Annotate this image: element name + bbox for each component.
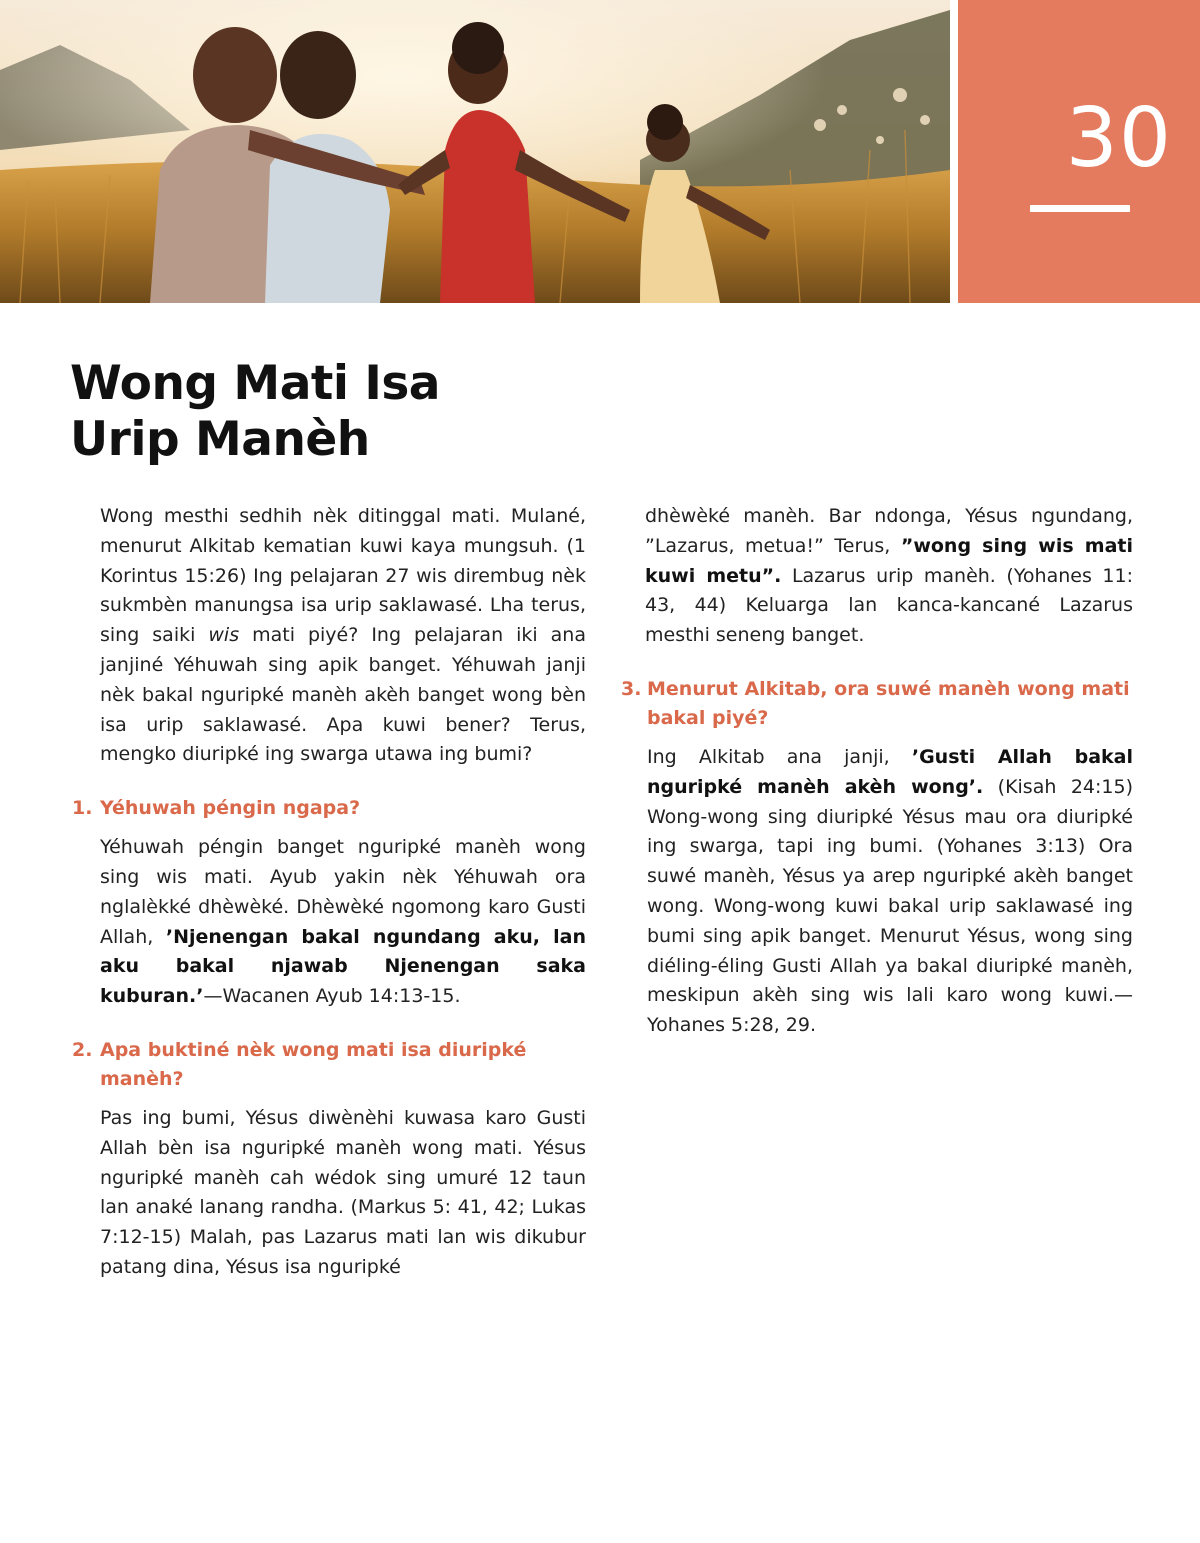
question-2-number: 2. <box>72 1038 93 1061</box>
intro-italic-word: wis <box>208 624 240 647</box>
question-3-bold-quote: ’Gusti Allah bakal nguripké manèh akèh wong’. <box>647 745 1133 798</box>
question-2-text-1: Pas ing bumi, Yésus diwènèhi kuwasa karo Gusti Allah bèn isa nguripké manèh wong mati. Yésus nguripké manèh cah wédok sing umuré 12 taun lan anaké lanang randha. (Markus 5: 41, 42; Lukas 7:12-15) Malah, pas Lazarus mati lan wis dikubur patang dina, Yésus isa nguripké <box>100 1106 586 1278</box>
lesson-number-box <box>958 0 1200 303</box>
question-2-text: Apa buktiné nèk wong mati isa diuripké manèh? <box>100 1038 527 1090</box>
question-2-text-3: Lazarus urip manèh. (Yohanes 11: 43, 44) Keluarga lan kanca-kancané Lazarus mesthi seneng banget. <box>645 564 1133 647</box>
question-2-paragraph-continued <box>645 502 1133 651</box>
question-3-text-2: (Kisah 24:15) Wong-wong sing diuripké Yésus mau ora diuripké ing swarga, tapi ing bumi. (Yohanes 3:13) Ora suwé manèh, Yésus ya arep nguripké akèh banget wong. Wong-wong kuwi bakal urip saklawasé ing bumi sing apik banget. Menurut Yésus, wong sing diéling-éling Gusti Allah ya bakal diuripké manèh, meskipun akèh sing wis lali karo wong kuwi.—Yohanes 5:28, 29. <box>647 775 1133 1037</box>
question-3-text-1: Ing Alkitab ana janji, <box>647 745 912 768</box>
family-meadow-image <box>0 0 950 303</box>
question-1-scripture-ref: —Wacanen Ayub 14:13-15. <box>203 985 461 1008</box>
question-2-bold-quote: ”wong sing wis mati kuwi metu”. <box>645 534 1134 587</box>
question-2-heading <box>72 1036 586 1094</box>
left-column <box>72 502 586 1283</box>
question-1-text-1: Yéhuwah péngin banget nguripké manèh wong sing wis mati. Ayub yakin nèk Yéhuwah ora nglalèkké dhèwèké. Dhèwèké ngomong karo Gusti Allah, <box>100 836 586 948</box>
question-3-number: 3. <box>621 677 642 700</box>
question-3-heading <box>621 675 1133 733</box>
lesson-number: 30 <box>1065 91 1172 186</box>
page-title-line-1: Wong Mati Isa <box>70 356 441 411</box>
intro-text-1: Wong mesthi sedhih nèk ditinggal mati. Mulané, menurut Alkitab kematian kuwi kaya mungsuh. (1 Korintus 15:26) Ing pelajaran 27 wis dirembug nèk sukmbèn manungsa isa urip saklawasé. Lha terus, sing saiki <box>100 505 586 647</box>
question-1-paragraph <box>100 833 586 1012</box>
question-1-text: Yéhuwah péngin ngapa? <box>100 797 361 820</box>
question-3-paragraph <box>647 743 1133 1041</box>
right-column <box>621 502 1133 1041</box>
question-2-paragraph <box>100 1104 586 1283</box>
header-photo <box>0 0 950 303</box>
lesson-number-underline <box>1030 205 1130 212</box>
page-title <box>70 356 440 468</box>
question-2-text-2: dhèwèké manèh. Bar ndonga, Yésus ngundang, ”Lazarus, metua!” Terus, <box>645 505 1133 557</box>
page-title-line-2: Urip Manèh <box>70 412 370 467</box>
intro-text-2: mati piyé? Ing pelajaran iki ana janjiné Yéhuwah sing apik banget. Yéhuwah janji nèk bakal nguripké manèh akèh banget wong bèn isa urip saklawasé. Apa kuwi bener? Terus, mengko diuripké ing swarga utawa ing bumi? <box>100 624 586 766</box>
question-3-text: Menurut Alkitab, ora suwé manèh wong mati bakal piyé? <box>647 677 1130 729</box>
question-1-heading <box>72 794 586 823</box>
question-1-number: 1. <box>72 797 93 820</box>
question-1-bold-quote: ’Njenengan bakal ngundang aku, lan aku bakal njawab Njenengan saka kuburan.’ <box>100 925 587 1008</box>
header-divider <box>950 0 958 303</box>
intro-paragraph <box>100 502 586 770</box>
